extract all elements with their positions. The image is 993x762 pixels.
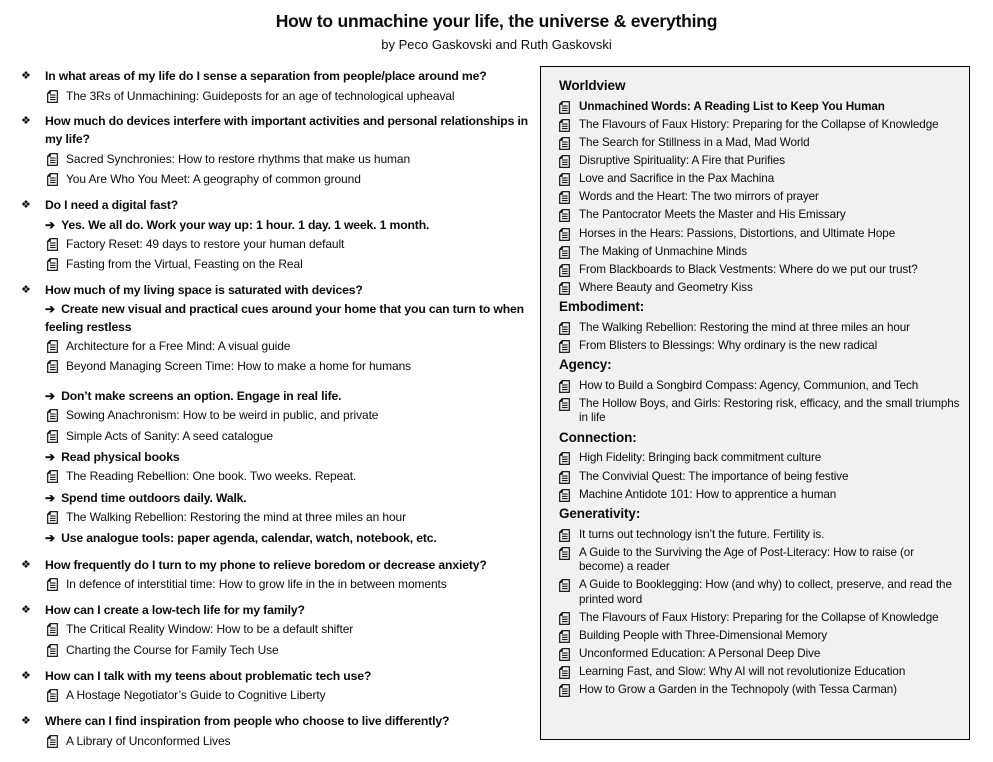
diamond-bullet-icon: ❖ <box>21 198 31 211</box>
advice-line <box>20 301 540 335</box>
advice-line <box>20 449 540 466</box>
article-item <box>559 546 961 575</box>
question-text <box>20 197 540 215</box>
article-item <box>559 528 961 543</box>
article-item <box>559 190 961 205</box>
question-section <box>20 282 540 548</box>
advice-text: Use analogue tools: paper agenda, calendar, watch, notebook, etc. <box>61 531 437 546</box>
article-title: The Walking Rebellion: Restoring the mind at three miles an hour <box>579 320 910 334</box>
article-title: Where Beauty and Geometry Kiss <box>579 280 753 294</box>
document-icon <box>559 489 570 502</box>
arrow-icon: ➔ <box>45 531 56 546</box>
article-item <box>559 647 961 662</box>
document-icon <box>559 282 570 295</box>
question-label: Do I need a digital fast? <box>45 197 179 212</box>
advice-text: Read physical books <box>61 450 180 465</box>
diamond-bullet-icon: ❖ <box>21 714 31 727</box>
article-item <box>20 429 540 445</box>
document-icon <box>47 735 58 748</box>
article-item <box>559 154 961 169</box>
article-title: Learning Fast, and Slow: Why AI will not revolutionize Education <box>579 665 906 679</box>
article-item <box>559 172 961 187</box>
document-icon <box>47 689 58 702</box>
document-icon <box>47 430 58 443</box>
document-icon <box>559 529 570 542</box>
article-title: Horses in the Hears: Passions, Distortions, and Ultimate Hope <box>579 226 896 240</box>
page-title: How to unmachine your life, the universe & everything <box>275 11 718 31</box>
question-section <box>20 113 540 188</box>
advice-line <box>20 490 540 507</box>
page-subtitle: by Peco Gaskovski and Ruth Gaskovski <box>381 37 612 52</box>
article-item <box>559 227 961 242</box>
document-icon <box>559 173 570 186</box>
document-icon <box>47 623 58 636</box>
question-section <box>20 557 540 593</box>
question-text <box>20 282 540 300</box>
question-label: How much do devices interfere with important activities and personal relationships in my life? <box>45 114 528 146</box>
document-icon <box>47 470 58 483</box>
article-title: Words and the Heart: The two mirrors of prayer <box>579 190 819 204</box>
article-title: Sacred Synchronies: How to restore rhythms that make us human <box>66 151 411 166</box>
article-title: Beyond Managing Screen Time: How to make a home for humans <box>66 359 412 374</box>
article-item <box>559 339 961 354</box>
advice-text: Don’t make screens an option. Engage in real life. <box>61 388 342 403</box>
question-section <box>20 197 540 273</box>
article-item <box>559 281 961 296</box>
document-icon <box>559 398 570 411</box>
document-icon <box>47 173 58 186</box>
arrow-icon: ➔ <box>45 450 56 465</box>
document-icon <box>47 578 58 591</box>
article-title: From Blackboards to Black Vestments: Where do we put our trust? <box>579 262 918 276</box>
article-item <box>559 263 961 278</box>
document-icon <box>559 209 570 222</box>
arrow-icon: ➔ <box>45 490 56 505</box>
article-title: Charting the Course for Family Tech Use <box>66 643 279 658</box>
question-text <box>20 668 540 686</box>
document-icon <box>559 471 570 484</box>
article-item <box>559 683 961 698</box>
article-title: How to Grow a Garden in the Technopoly (with Tessa Carman) <box>579 683 897 697</box>
article-item <box>559 379 961 394</box>
article-item <box>559 136 961 151</box>
diamond-bullet-icon: ❖ <box>21 603 31 616</box>
document-icon <box>559 322 570 335</box>
article-title: A Guide to the Surviving the Age of Post-Literacy: How to raise (or become) a reader <box>579 545 915 574</box>
diamond-bullet-icon: ❖ <box>21 669 31 682</box>
document-icon <box>559 547 570 560</box>
article-item <box>20 469 540 485</box>
article-title: The Reading Rebellion: One book. Two weeks. Repeat. <box>66 469 357 484</box>
article-item <box>20 643 540 659</box>
document-icon <box>47 360 58 373</box>
document-icon <box>559 191 570 204</box>
question-label: In what areas of my life do I sense a separation from people/place around me? <box>45 69 487 83</box>
article-title: It turns out technology isn’t the future. Fertility is. <box>579 527 825 541</box>
document-icon <box>559 101 570 114</box>
arrow-icon: ➔ <box>45 388 56 403</box>
document-icon <box>47 153 58 166</box>
document-icon <box>559 452 570 465</box>
diamond-bullet-icon: ❖ <box>21 283 31 296</box>
article-item <box>20 510 540 526</box>
document-icon <box>47 644 58 657</box>
article-title: A Hostage Negotiator’s Guide to Cognitive Liberty <box>66 688 326 703</box>
questions-column <box>20 68 540 758</box>
document-icon <box>559 380 570 393</box>
article-title: You Are Who You Meet: A geography of common ground <box>66 172 361 187</box>
article-item <box>559 488 961 503</box>
advice-text: Spend time outdoors daily. Walk. <box>61 490 247 505</box>
question-label: How can I talk with my teens about problematic tech use? <box>45 668 372 683</box>
question-section <box>20 68 540 104</box>
document-icon <box>47 409 58 422</box>
question-text <box>20 602 540 620</box>
article-item <box>559 208 961 223</box>
advice-text: Yes. We all do. Work your way up: 1 hour. 1 day. 1 week. 1 month. <box>61 217 430 232</box>
document-icon <box>559 137 570 150</box>
diamond-bullet-icon: ❖ <box>21 70 31 82</box>
article-item <box>20 577 540 593</box>
article-item <box>559 118 961 133</box>
article-title: From Blisters to Blessings: Why ordinary is the new radical <box>579 338 878 352</box>
document-icon <box>559 666 570 679</box>
document-icon <box>559 264 570 277</box>
document-icon <box>47 511 58 524</box>
article-item <box>20 257 540 273</box>
question-text <box>20 713 540 731</box>
article-item <box>20 89 540 105</box>
article-item <box>20 339 540 355</box>
article-item <box>559 245 961 260</box>
article-title: The Pantocrator Meets the Master and His Emissary <box>579 208 846 222</box>
question-label: How much of my living space is saturated with devices? <box>45 282 363 297</box>
article-title: The Flavours of Faux History: Preparing for the Collapse of Knowledge <box>579 610 939 624</box>
article-item <box>559 611 961 626</box>
document-icon <box>47 258 58 271</box>
article-title: The Search for Stillness in a Mad, Mad World <box>579 136 810 150</box>
article-item <box>20 152 540 168</box>
article-title: In defence of interstitial time: How to grow life in the in between moments <box>66 577 447 592</box>
article-item <box>20 622 540 638</box>
document-icon <box>559 630 570 643</box>
question-text <box>20 68 540 86</box>
article-item <box>559 470 961 485</box>
article-title: A Guide to Booklegging: How (and why) to collect, preserve, and read the printed word <box>579 578 952 606</box>
advice-text: Create new visual and practical cues around your home that you can turn to when feeling restless <box>45 302 524 334</box>
question-text <box>20 113 540 148</box>
diamond-bullet-icon: ❖ <box>21 115 31 128</box>
article-item <box>559 665 961 680</box>
article-title: The 3Rs of Unmachining: Guideposts for an age of technological upheaval <box>66 88 455 103</box>
question-label: How can I create a low-tech life for my family? <box>45 602 305 617</box>
question-section <box>20 602 540 659</box>
article-title: High Fidelity: Bringing back commitment culture <box>579 451 822 465</box>
article-title: Machine Antidote 101: How to apprentice a human <box>579 487 837 501</box>
article-item <box>559 100 961 115</box>
document-icon <box>559 648 570 661</box>
document-icon <box>47 238 58 251</box>
article-item <box>559 321 961 336</box>
arrow-icon: ➔ <box>45 217 56 232</box>
article-title: The Walking Rebellion: Restoring the mind at three miles an hour <box>66 509 406 524</box>
article-title: Factory Reset: 49 days to restore your human default <box>66 236 345 251</box>
article-title: Fasting from the Virtual, Feasting on the Real <box>66 257 303 272</box>
article-title: Disruptive Spirituality: A Fire that Purifies <box>579 154 785 168</box>
arrow-icon: ➔ <box>45 302 56 317</box>
article-item <box>20 734 540 750</box>
document-icon <box>559 155 570 168</box>
question-label: How frequently do I turn to my phone to relieve boredom or decrease anxiety? <box>45 557 487 572</box>
category-heading: Worldview <box>559 78 626 93</box>
document-icon <box>559 340 570 353</box>
document-icon <box>559 119 570 132</box>
article-title: The Critical Reality Window: How to be a default shifter <box>66 622 354 637</box>
article-title: Architecture for a Free Mind: A visual guide <box>66 338 291 353</box>
diamond-bullet-icon: ❖ <box>21 558 31 571</box>
document-icon <box>559 579 570 592</box>
article-title: Unconformed Education: A Personal Deep Dive <box>579 647 821 661</box>
article-item <box>20 688 540 704</box>
document-icon <box>559 684 570 697</box>
document-icon <box>559 228 570 241</box>
article-item <box>20 359 540 375</box>
article-title: Unmachined Words: A Reading List to Keep You Human <box>579 99 885 113</box>
article-item <box>559 451 961 466</box>
article-title: The Making of Unmachine Minds <box>579 244 747 258</box>
document-icon <box>559 246 570 259</box>
advice-line <box>20 530 540 547</box>
article-item <box>559 397 961 426</box>
article-title: Simple Acts of Sanity: A seed catalogue <box>66 428 273 443</box>
question-section <box>20 668 540 704</box>
article-title: Love and Sacrifice in the Pax Machina <box>579 172 775 186</box>
document-icon <box>47 340 58 353</box>
category-heading: Connection: <box>559 429 637 445</box>
advice-line <box>20 388 540 405</box>
article-title: The Hollow Boys, and Girls: Restoring risk, efficacy, and the small triumphs in life <box>579 396 960 425</box>
article-item <box>559 578 961 607</box>
article-title: Sowing Anachronism: How to be weird in public, and private <box>66 407 379 422</box>
document-icon <box>559 612 570 625</box>
advice-line <box>20 217 540 234</box>
question-text <box>20 557 540 575</box>
category-heading: Agency: <box>559 356 612 372</box>
article-title: How to Build a Songbird Compass: Agency, Communion, and Tech <box>579 378 919 392</box>
article-item <box>559 629 961 644</box>
category-heading: Embodiment: <box>559 298 645 314</box>
article-title: The Convivial Quest: The importance of being festive <box>579 469 849 483</box>
article-item <box>20 408 540 424</box>
article-item <box>20 172 540 188</box>
article-item <box>20 237 540 253</box>
question-label: Where can I find inspiration from people who choose to live differently? <box>45 713 450 728</box>
question-section <box>20 713 540 749</box>
article-title: The Flavours of Faux History: Preparing for the Collapse of Knowledge <box>579 117 939 131</box>
category-heading: Generativity: <box>559 505 641 521</box>
article-title: Building People with Three-Dimensional Memory <box>579 628 827 642</box>
article-title: A Library of Unconformed Lives <box>66 733 231 748</box>
reading-list-panel <box>540 66 970 740</box>
document-icon <box>47 90 58 103</box>
